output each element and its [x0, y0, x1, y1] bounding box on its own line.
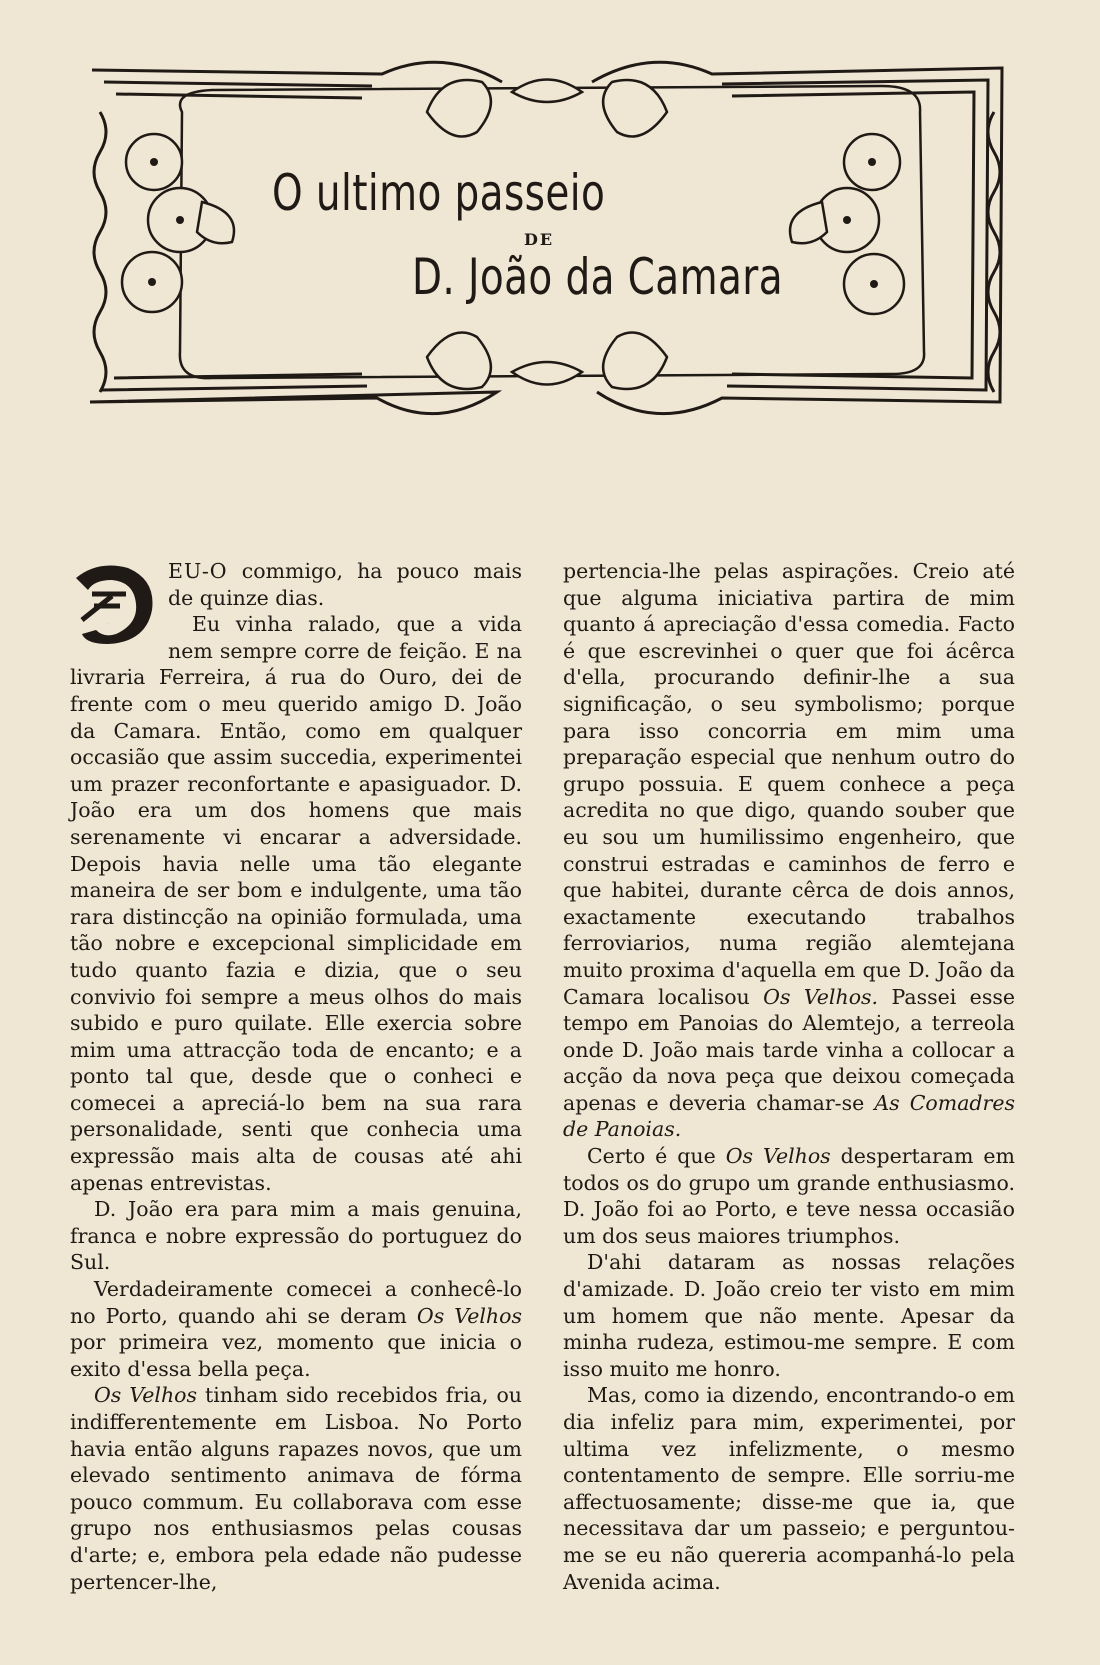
dropcap	[68, 560, 160, 648]
paragraph: Mas, como ia dizendo, encontrando-o em dia infeliz para mim, experimentei, por ultima vez infelizmente, o mesmo contentamento de sempre. Elle sorriu-me affectuosamente; disse-me que ia, que necessitava dar um passeio; e perguntou-me se eu não quereria acompanhá-lo pela Avenida acima.	[563, 1383, 1015, 1594]
page-title-line2: D. João da Camara	[412, 248, 783, 306]
title-ornament-frame	[82, 52, 1012, 424]
paragraph	[70, 1276, 522, 1382]
paragraph-text: despertaram em todos os do grupo um grande enthusiasmo. D. João foi ao Porto, e teve nessa occasião um dos seus maiores triumphos.	[563, 1144, 1015, 1248]
ornate-initial-letter-icon	[68, 560, 160, 648]
title-connector: DE	[524, 230, 555, 249]
paragraph	[70, 558, 522, 625]
play-title: Os Velhos	[416, 1303, 522, 1328]
play-title: Os Velhos.	[763, 984, 879, 1009]
text-column-right	[563, 558, 1015, 1595]
play-title: Os Velhos	[94, 1383, 198, 1408]
paragraph-text: Verdadeiramente comecei a conhecê-lo no Porto, quando ahi se deram	[70, 1277, 522, 1328]
paragraph: D'ahi dataram as nossas relações d'amizade. D. João creio ter visto em mim um homem que não mente. Apesar da minha rudeza, estimou-me sempre. E com isso muito me honro.	[563, 1250, 1015, 1381]
play-title: Os Velhos	[725, 1144, 831, 1169]
paragraph: Eu vinha ralado, que a vida nem sempre corre de feição. E na livraria Ferreira, á rua do Ouro, dei de frente com o meu querido amigo D. João da Camara. Então, como em qualquer occasião que assim succedia, experimentei um prazer reconfortante e apasiguador. D. João era um dos homens que mais serenamente vi encarar a adversidade. Depois havia nelle uma tão elegante maneira de ser bom e indulgente, uma tão rara distincção na opinião formulada, uma tão nobre e excepcional simplicidade em tudo quanto fazia e dizia, que o seu convivio foi sempre a meus olhos do mais subido e puro quilate. Elle exercia sobre mim uma attracção toda de encanto; e a ponto tal que, desde que o conheci e comecei a apreciá-lo bem na sua rara personalidade, senti que conhecia uma expressão mais alta de cousas até ahi apenas entrevistas.	[70, 612, 522, 1195]
paragraph	[563, 558, 1015, 1143]
paragraph	[563, 1143, 1015, 1249]
dropcap-letter: D	[108, 624, 109, 625]
play-title: As Comadres de Panoias.	[563, 1090, 1015, 1142]
paragraph: D. João era para mim a mais genuina, franca e nobre expressão do portuguez do Sul.	[70, 1197, 522, 1275]
text-column-left	[70, 558, 522, 1595]
paragraph-text: por primeira vez, momento que inicia o exito d'essa bella peça.	[70, 1330, 522, 1381]
opening-word: EU-O	[168, 559, 228, 583]
paragraph-text: pertencia-lhe pelas aspirações. Creio até que alguma iniciativa partira de mim quanto á apreciação d'essa comedia. Facto é que escrevinhei o quer que foi ácêrca d'ella, procurando definir-lhe a sua significação, o seu symbolismo; porque para isso concorria em mim uma preparação especial que nenhum outro do grupo possuia. E quem conhece a peça acredita no que digo, quando souber que eu sou um humilissimo engenheiro, que construi estradas e caminhos de ferro e que habitei, durante cêrca de dois annos, exactamente executando trabalhos ferroviarios, numa região alemtejana muito proxima d'aquella em que D. João da Camara localisou	[563, 559, 1015, 1009]
paragraph-text: tinham sido recebidos fria, ou indifferentemente em Lisboa. No Porto havia então alguns rapazes novos, que um elevado sentimento animava de fórma pouco commum. Eu collaborava com esse grupo nos enthusiasmos pelas cousas d'arte; e, embora pela edade não pudesse pertencer-lhe,	[70, 1383, 522, 1594]
paragraph-text: Passei esse tempo em Panoias do Alemtejo, a terreola onde D. João mais tarde vinha a collocar a acção da nova peça que deixou começada apenas e deveria chamar-se	[563, 984, 1015, 1115]
paragraph-text: Certo é que	[587, 1144, 726, 1169]
paragraph	[70, 1382, 522, 1595]
paragraph-text: commigo, ha pouco mais de quinze dias.	[168, 559, 522, 610]
page-title-line1: O ultimo passeio	[272, 164, 606, 222]
